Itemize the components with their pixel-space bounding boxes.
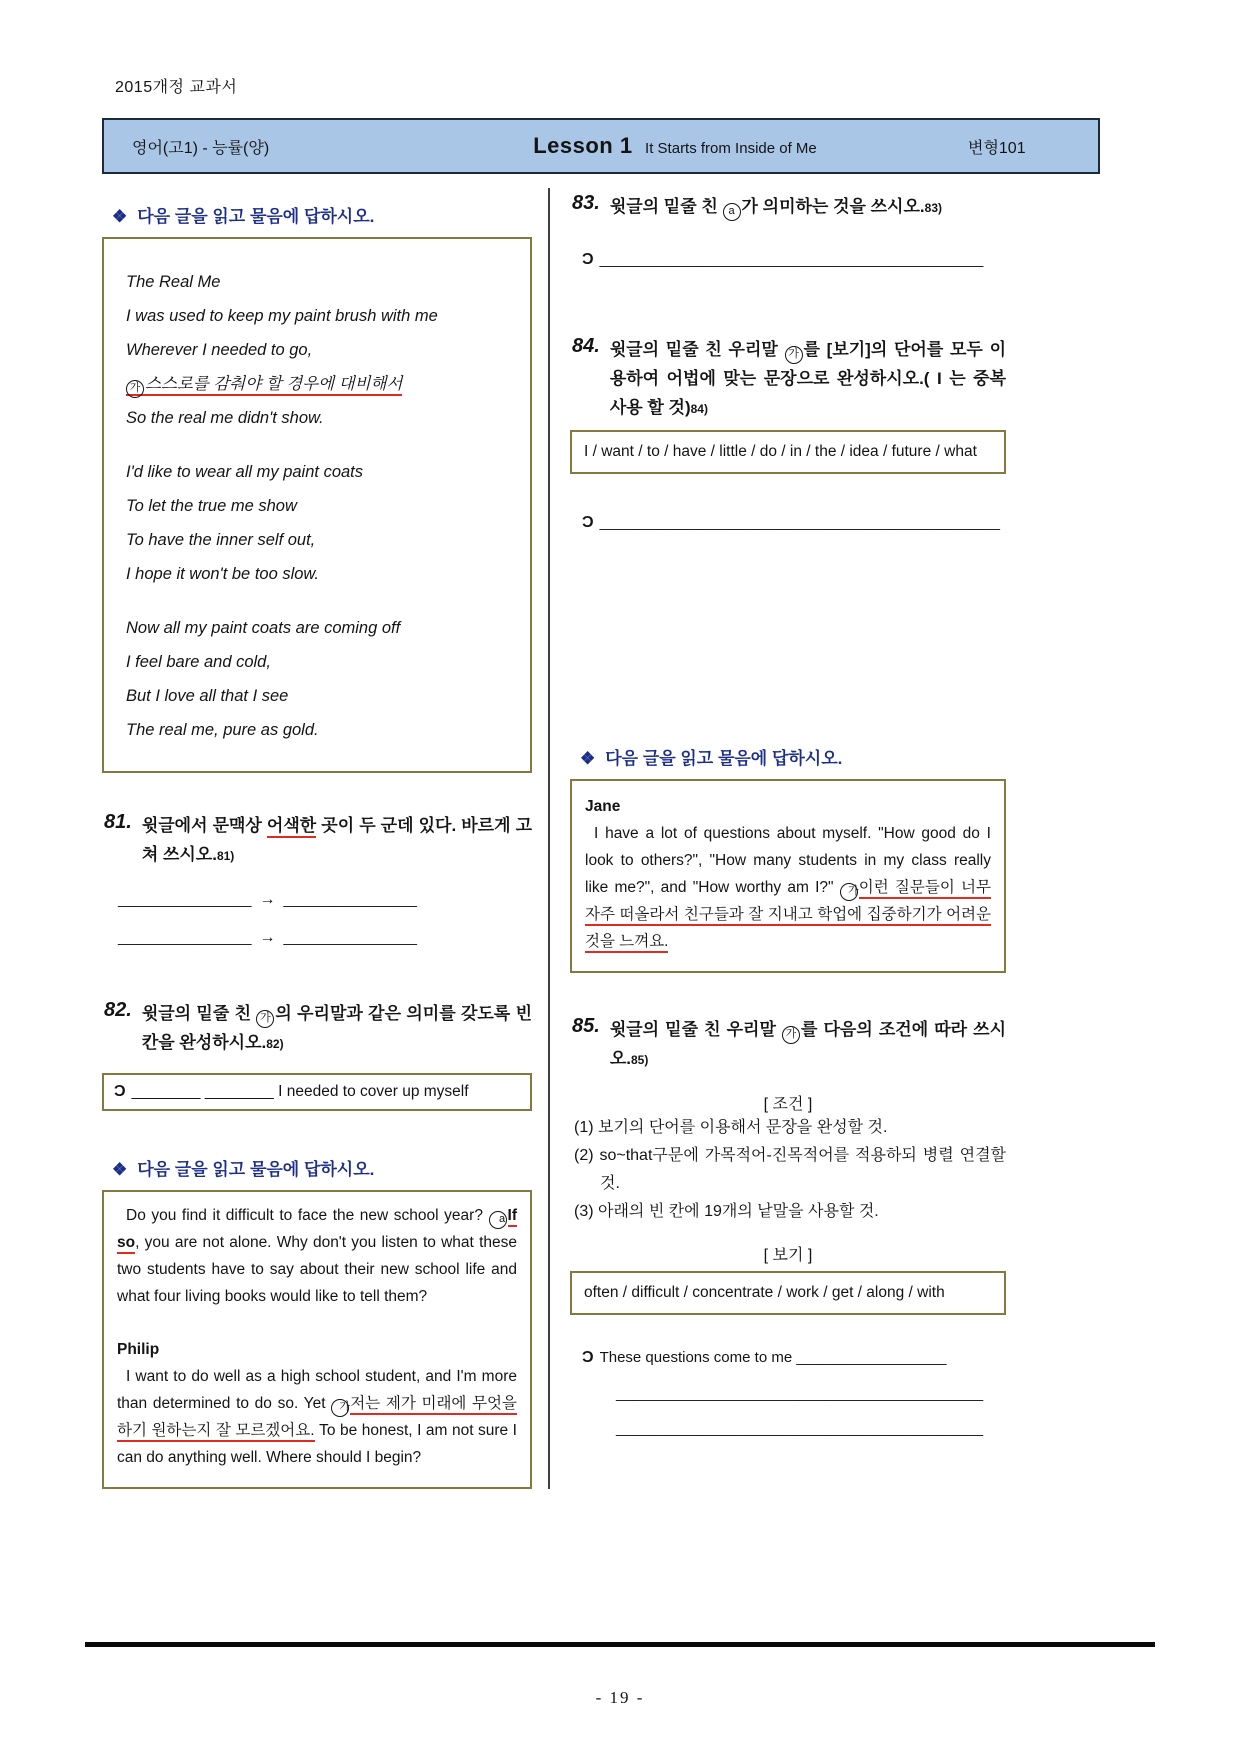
answer-blank-row bbox=[118, 891, 532, 909]
question-number: 85. bbox=[572, 1015, 600, 1037]
circled-a-marker: a bbox=[489, 1211, 507, 1229]
passage-text-segment: I want to do well as a high school student, and I'm more than determined to do so. Yet bbox=[117, 1368, 517, 1412]
answer-blank-line: ____________________________________________ bbox=[616, 1420, 984, 1437]
condition-item: (2) so~that구문에 가목적어-진목적어를 적용하되 병렬 연결할 것. bbox=[574, 1147, 1006, 1192]
footnote-number: 81) bbox=[216, 849, 235, 863]
answer-blank: ________________________________________________ bbox=[599, 514, 1000, 531]
jane-passage-box bbox=[570, 779, 1006, 973]
answer-marker: Ɔ bbox=[582, 514, 594, 531]
answer-marker: Ɔ bbox=[582, 251, 594, 268]
answer-blank: ________ bbox=[204, 1083, 274, 1100]
passage-paragraph bbox=[117, 1363, 517, 1471]
speaker-name: Jane bbox=[585, 798, 621, 815]
question-text bbox=[610, 192, 942, 223]
passage-paragraph bbox=[585, 820, 991, 955]
poem-line: So the real me didn't show. bbox=[126, 409, 324, 427]
footer-divider bbox=[85, 1642, 1155, 1647]
underlined-phrase: If so bbox=[117, 1207, 517, 1254]
question-text-segment: 가 의미하는 것을 쓰시오. bbox=[741, 197, 925, 216]
question-text-segment: 의 우리말과 같은 의미를 갖도록 빈칸을 완성하시오. bbox=[141, 1004, 532, 1052]
answer-stem-text: These questions come to me bbox=[599, 1349, 793, 1366]
answer-blank: ______________________________________________ bbox=[599, 251, 984, 268]
stanza-gap bbox=[126, 591, 522, 611]
question-84 bbox=[570, 335, 1006, 532]
question-text-segment: 윗글의 밑줄 친 bbox=[141, 1004, 257, 1023]
section-prompt bbox=[580, 744, 1016, 769]
poem-line: I feel bare and cold, bbox=[126, 653, 271, 671]
poem-title: The Real Me bbox=[126, 273, 221, 291]
lesson-header-bar bbox=[102, 118, 1100, 174]
answer-blank-line: ____________________________________________ bbox=[616, 1385, 984, 1402]
section-prompt bbox=[112, 1155, 532, 1180]
right-column bbox=[548, 188, 1102, 1489]
answer-box bbox=[102, 1073, 532, 1111]
answer-blank-line bbox=[582, 514, 1006, 532]
question-number: 84. bbox=[572, 335, 600, 357]
condition-item: (3) 아래의 빈 칸에 19개의 낱말을 사용할 것. bbox=[574, 1203, 879, 1220]
lesson-number: Lesson 1 bbox=[533, 133, 633, 158]
answer-blank: ________ bbox=[131, 1083, 201, 1100]
page-number: - 19 - bbox=[595, 1688, 645, 1707]
answer-stem-line bbox=[582, 1349, 1006, 1367]
question-82 bbox=[102, 999, 532, 1111]
poem-line: To have the inner self out, bbox=[126, 531, 316, 549]
passage-paragraph bbox=[117, 1202, 517, 1310]
poem-line: I'd like to wear all my paint coats bbox=[126, 463, 364, 481]
word-bank-box: often / difficult / concentrate / work / get / along / with bbox=[570, 1271, 1006, 1315]
question-text-segment: 를 [보기]의 단어를 모두 이용하여 어법에 맞는 문장으로 완성하시오.( I 는 중복 사용 할 것) bbox=[609, 340, 1006, 417]
answer-blank: ________________ bbox=[118, 929, 252, 946]
question-text bbox=[610, 1015, 1006, 1075]
underlined-korean-text: 이런 질문들이 너무 자주 떠올라서 친구들과 잘 지내고 학업에 집중하기가 어려운 것을 느껴요. bbox=[585, 879, 991, 953]
condition-item: (1) 보기의 단어를 이용해서 문장을 완성할 것. bbox=[574, 1119, 888, 1136]
section-prompt-text: 다음 글을 읽고 물음에 답하시오. bbox=[605, 749, 843, 768]
circled-ga-marker: 가 bbox=[782, 1026, 800, 1044]
question-number: 83. bbox=[572, 192, 600, 214]
answer-marker: Ɔ bbox=[582, 1349, 594, 1366]
underlined-korean-text: 저는 제가 미래에 무엇을 하기 원하는지 잘 모르겠어요. bbox=[117, 1395, 517, 1442]
passage-text-segment: Do you find it difficult to face the new school year? bbox=[126, 1207, 489, 1224]
question-text-segment: 윗글의 밑줄 친 bbox=[609, 197, 723, 216]
arrow-icon: → bbox=[259, 891, 276, 908]
answer-marker: Ɔ bbox=[114, 1083, 126, 1100]
word-bank-box: I / want / to / have / little / do / in / the / idea / future / what bbox=[570, 430, 1006, 474]
variant-code: 변형101 bbox=[968, 139, 1026, 157]
question-text-segment: 윗글에서 문맥상 bbox=[141, 816, 267, 835]
circled-ga-marker: 가 bbox=[840, 883, 858, 901]
edition-label: 2015개정 교과서 bbox=[115, 79, 238, 96]
underlined-word: 어색한 bbox=[267, 816, 316, 838]
answer-blank-row bbox=[118, 929, 532, 947]
section-prompt-text: 다음 글을 읽고 물음에 답하시오. bbox=[137, 207, 375, 226]
diamond-icon: ❖ bbox=[112, 1160, 128, 1179]
subject-label: 영어(고1) - 능률(양) bbox=[132, 139, 270, 157]
condition-title: [ 조건 ] bbox=[763, 1096, 813, 1113]
question-85 bbox=[570, 1015, 1006, 1437]
two-column-body bbox=[102, 188, 1102, 1489]
circled-ga-marker: 가 bbox=[256, 1010, 274, 1028]
passage-text-segment: I have a lot of questions about myself. "How good do I look to others?", "How many students in my class really like me?", and "How worthy am I?" bbox=[585, 825, 991, 896]
footnote-number: 82) bbox=[266, 1037, 284, 1051]
passage-text-segment: , you are not alone. Why don't you listen to what these two students have to say about their new school life and what four living books would like to tell them? bbox=[117, 1234, 517, 1305]
question-81 bbox=[102, 811, 532, 947]
section-prompt-text: 다음 글을 읽고 물음에 답하시오. bbox=[137, 1160, 375, 1179]
speaker-name: Philip bbox=[117, 1341, 160, 1358]
answer-blank-line bbox=[582, 251, 1006, 269]
poem-line: To let the true me show bbox=[126, 497, 297, 515]
circled-ga-marker: 가 bbox=[126, 380, 144, 398]
circled-ga-marker: 가 bbox=[331, 1399, 349, 1417]
question-83 bbox=[570, 192, 1006, 269]
question-number: 82. bbox=[104, 999, 132, 1021]
underlined-korean-text: 스스로를 감춰야 할 경우에 대비해서 bbox=[145, 375, 403, 393]
lesson-title: It Starts from Inside of Me bbox=[645, 140, 817, 157]
answer-blank: ________________ bbox=[118, 891, 252, 908]
circled-a-marker: a bbox=[723, 203, 741, 221]
footnote-number: 84) bbox=[690, 402, 708, 416]
circled-ga-marker: 가 bbox=[785, 346, 803, 364]
diamond-icon: ❖ bbox=[112, 207, 128, 226]
poem-line: I hope it won't be too slow. bbox=[126, 565, 320, 583]
footnote-number: 83) bbox=[924, 201, 942, 215]
lesson-heading bbox=[382, 133, 968, 159]
question-text bbox=[610, 335, 1006, 424]
footnote-number: 85) bbox=[630, 1053, 649, 1067]
question-number: 81. bbox=[104, 811, 132, 833]
question-text-segment: 를 다음의 조건에 따라 쓰시오. bbox=[609, 1020, 1006, 1068]
poem-underlined-line bbox=[126, 367, 522, 401]
answer-blank: ________________ bbox=[283, 929, 417, 946]
arrow-icon: → bbox=[259, 929, 276, 946]
question-text bbox=[142, 811, 532, 871]
question-text-segment: 곳이 두 군데 있다. 바르게 고쳐 쓰시오. bbox=[141, 816, 532, 864]
question-text bbox=[142, 999, 532, 1059]
question-text-segment: 윗글의 밑줄 친 우리말 bbox=[609, 340, 785, 359]
poem-line: I was used to keep my paint brush with me bbox=[126, 307, 438, 325]
poem-passage-box bbox=[102, 237, 532, 773]
answer-blank: __________________ bbox=[796, 1349, 947, 1366]
answer-blank: ________________ bbox=[283, 891, 417, 908]
poem-line: The real me, pure as gold. bbox=[126, 721, 319, 739]
poem-line: Now all my paint coats are coming off bbox=[126, 619, 401, 637]
school-passage-box bbox=[102, 1190, 532, 1489]
stanza-gap bbox=[126, 435, 522, 455]
section-prompt bbox=[112, 202, 532, 227]
poem-line: But I love all that I see bbox=[126, 687, 289, 705]
poem-line: Wherever I needed to go, bbox=[126, 341, 313, 359]
left-column bbox=[102, 188, 548, 1489]
diamond-icon: ❖ bbox=[580, 749, 596, 768]
passage-text-segment: To be honest, I am not sure I can do anything well. Where should I begin? bbox=[117, 1422, 517, 1466]
answer-stem-text: I needed to cover up myself bbox=[278, 1083, 469, 1100]
word-bank-title: [ 보기 ] bbox=[763, 1247, 813, 1264]
question-text-segment: 윗글의 밑줄 친 우리말 bbox=[609, 1020, 782, 1039]
